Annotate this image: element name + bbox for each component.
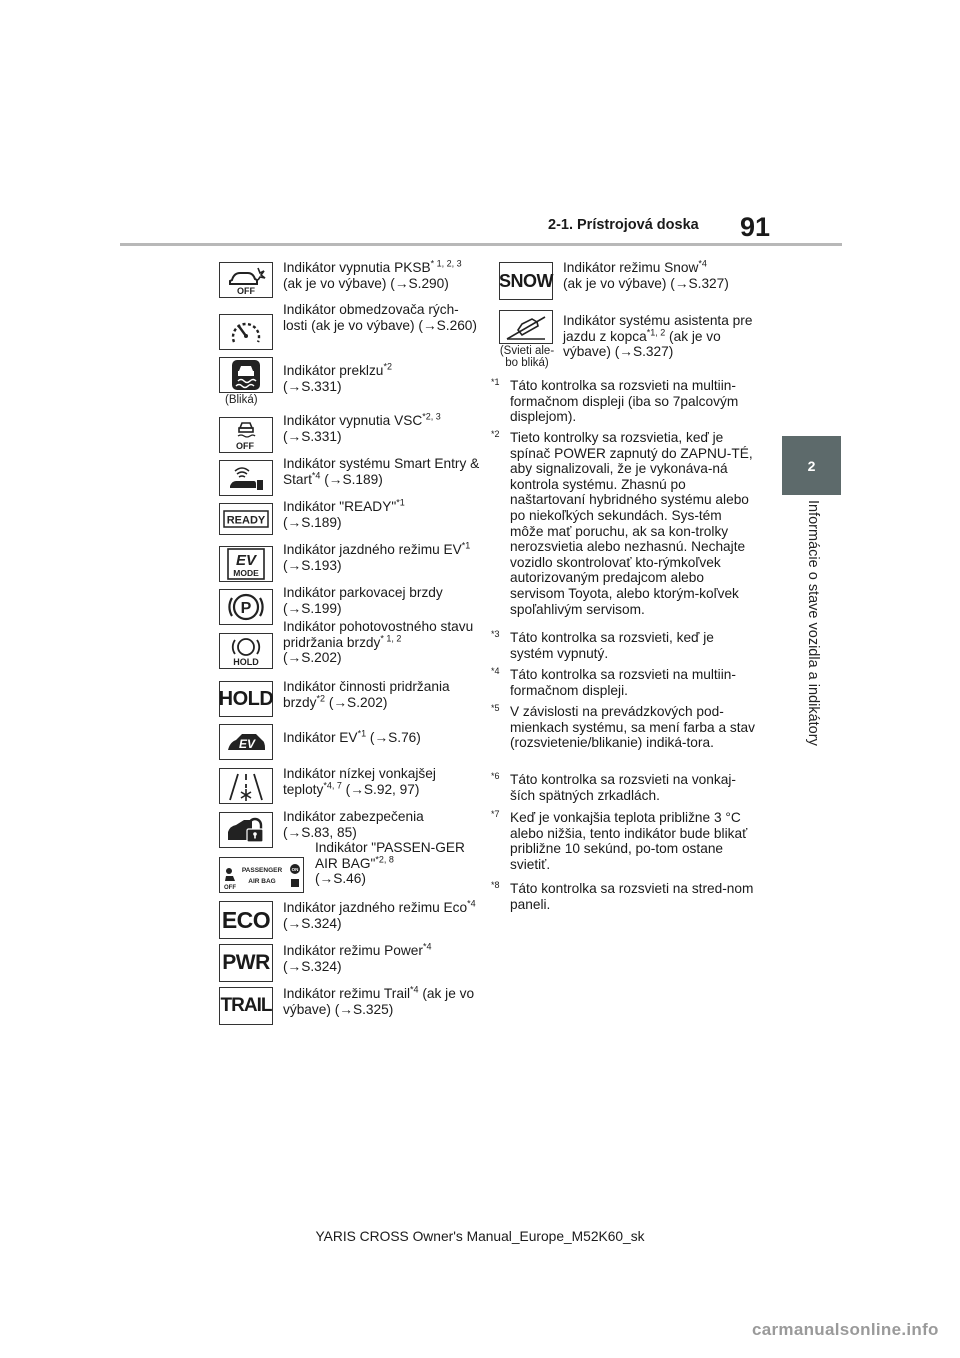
indicator-ref: (→S.331) bbox=[283, 428, 342, 444]
pksb-off-icon bbox=[219, 262, 273, 298]
indicator-ref: (→S.202) bbox=[283, 650, 342, 666]
indicator-desc: Indikátor "READY" bbox=[283, 499, 397, 514]
indicator-desc: Indikátor činnosti pridržania brzdy bbox=[283, 679, 450, 710]
vsc-off-icon bbox=[219, 417, 273, 453]
indicator-ref: (→S.202) bbox=[328, 694, 388, 710]
indicator-ref: (→S.193) bbox=[283, 557, 342, 573]
indicator-desc: Indikátor EV bbox=[283, 730, 358, 745]
icon-caption: (Bliká) bbox=[225, 394, 258, 406]
indicator-desc: Indikátor nízkej vonkajšej teploty bbox=[283, 766, 436, 797]
svg-text:OFF: OFF bbox=[236, 441, 254, 451]
indicator-desc: Indikátor zabezpečenia bbox=[283, 809, 424, 824]
footnote: *3 Táto kontrolka sa rozsvieti, keď je systém vypnutý. bbox=[491, 629, 714, 661]
footnote-ref: * 1, 2, 3 bbox=[430, 258, 462, 269]
ev-mode-icon bbox=[219, 546, 273, 582]
svg-text:PASSENGER: PASSENGER bbox=[241, 867, 282, 874]
footnote-ref: *4 bbox=[311, 470, 321, 481]
indicator-ref: (ak je vo výbave) (→S.327) bbox=[563, 275, 729, 291]
indicator-ref: (→S.189) bbox=[324, 471, 383, 487]
chapter-tab: 2 bbox=[782, 436, 841, 495]
indicator-ref: (ak je vo výbave) (→S.290) bbox=[283, 275, 449, 291]
indicator-desc: Indikátor režimu Snow bbox=[563, 260, 699, 275]
footnote-ref: *4, 7 bbox=[323, 780, 342, 791]
indicator-ref: (→S.331) bbox=[283, 378, 342, 394]
indicator-ref: (→S.92, 97) bbox=[345, 781, 420, 797]
footnote-ref: *2, 3 bbox=[422, 411, 441, 422]
footnote: *2 Tieto kontrolky sa rozsvietia, keď je spínač POWER zapnutý do ZAPNU-TÉ, aby signalizovali, že je vykonáva-ná kontrola systému. Zhasnú po naštartovaní hybridného systému alebo po niekoľkých sekundách. Sys-tém môže mať poruchu, ak sa kon-trolky nerozsvietia alebo nezhasnú. Nechajte vozidlo skontrolovať kto-rýmkoľvek autorizovaným predajcom alebo servisom Toyota, alebo ktorým-koľvek spoľahlivým servisom. bbox=[491, 429, 753, 617]
indicator-desc: Indikátor preklzu bbox=[283, 363, 384, 378]
footnote: *6 Táto kontrolka sa rozsvieti na vonkaj-ších spätných zrkadlách. bbox=[491, 771, 736, 803]
indicator-ref: (ak je vo výbave) (→S.327) bbox=[563, 328, 721, 360]
footnote-ref: *2 bbox=[316, 693, 325, 704]
svg-text:OFF: OFF bbox=[237, 286, 255, 296]
footnote: *8 Táto kontrolka sa rozsvieti na stred-nom paneli. bbox=[491, 880, 754, 912]
ev-icon bbox=[219, 724, 273, 760]
trail-mode-icon: TRAIL bbox=[219, 987, 273, 1025]
footnote-ref: *2 bbox=[383, 361, 392, 372]
footnote-ref: *1 bbox=[357, 728, 367, 739]
brake-hold-standby-icon bbox=[219, 633, 273, 669]
downhill-assist-icon bbox=[499, 310, 553, 344]
footnote: *4 Táto kontrolka sa rozsvieti na multiin-formačnom displeji. bbox=[491, 666, 736, 698]
indicator-ref: (→S.46) bbox=[315, 871, 366, 887]
indicator-ref: (→S.83, 85) bbox=[283, 824, 357, 840]
footnote-ref: *4 bbox=[467, 898, 476, 909]
footnote-ref: *2, 8 bbox=[375, 854, 394, 865]
indicator-ref: (→S.324) bbox=[283, 958, 342, 974]
snow-mode-icon: SNOW bbox=[499, 262, 553, 300]
indicator-desc: Indikátor jazdného režimu EV bbox=[283, 542, 462, 557]
indicator-ref: (ak je vo výbave) (→S.325) bbox=[283, 986, 475, 1017]
page-number: 91 bbox=[740, 212, 771, 242]
svg-text:HOLD: HOLD bbox=[233, 657, 259, 667]
slip-indicator-icon bbox=[219, 357, 273, 393]
watermark: carmanualsonline.info bbox=[752, 1320, 939, 1339]
indicator-desc: Indikátor vypnutia PKSB bbox=[283, 260, 431, 275]
section-title: 2-1. Prístrojová doska bbox=[548, 217, 699, 233]
indicator-ref: (→S.324) bbox=[283, 915, 342, 931]
indicator-desc: Indikátor parkovacej brzdy bbox=[283, 585, 443, 600]
ready-icon bbox=[219, 503, 273, 535]
footnote-ref: *4 bbox=[422, 941, 432, 952]
footnote-ref: *1 bbox=[396, 497, 405, 508]
indicator-desc: Indikátor režimu Power bbox=[283, 943, 423, 958]
header-rule bbox=[120, 243, 842, 246]
icon-caption: (Svieti ale-bo bliká) bbox=[499, 345, 555, 369]
indicator-desc: Indikátor systému Smart Entry & Start bbox=[283, 456, 480, 487]
speed-limiter-icon bbox=[219, 314, 273, 350]
svg-text:P: P bbox=[240, 600, 252, 617]
footnote-ref: *4 bbox=[410, 984, 419, 995]
svg-text:OFF: OFF bbox=[223, 885, 236, 891]
indicator-desc: Indikátor obmedzovača rých-losti (ak je vo výbave) (→S.260) bbox=[283, 302, 477, 333]
indicator-desc: Indikátor pohotovostného stavu pridržania brzdy bbox=[283, 619, 474, 650]
eco-mode-icon: ECO bbox=[219, 901, 273, 939]
footnote-ref: *1, 2 bbox=[646, 327, 666, 338]
svg-text:READY: READY bbox=[226, 514, 266, 527]
footnote: *7 Keď je vonkajšia teplota približne 3 °C alebo nižšia, tento indikátor bude blikať približne 10 sekúnd, po-tom ostane svietiť. bbox=[491, 809, 748, 872]
footnote-ref: *1 bbox=[461, 540, 471, 551]
svg-text:ON: ON bbox=[291, 867, 298, 872]
parking-brake-icon bbox=[219, 589, 273, 625]
footnote-ref: *4 bbox=[698, 258, 707, 269]
indicator-ref: (→S.76) bbox=[369, 730, 421, 745]
footer-text: YARIS CROSS Owner's Manual_Europe_M52K60_sk bbox=[315, 1229, 645, 1244]
indicator-desc: Indikátor režimu Trail bbox=[283, 986, 411, 1001]
chapter-title: Informácie o stave vozidla a indikátory bbox=[805, 500, 821, 746]
indicator-desc: Indikátor vypnutia VSC bbox=[283, 413, 423, 428]
power-mode-icon: PWR bbox=[219, 944, 273, 982]
footnote: *5 V závislosti na prevádzkových pod-mienkach systému, sa mení farba a stav (rozsvietenie/blikanie) indiká-tora. bbox=[491, 703, 755, 751]
indicator-ref: (→S.199) bbox=[283, 600, 342, 616]
brake-hold-active-icon: HOLD bbox=[219, 681, 273, 717]
security-icon bbox=[219, 812, 273, 848]
smart-entry-icon bbox=[219, 460, 273, 496]
passenger-airbag-icon bbox=[219, 857, 304, 893]
svg-text:AIR BAG: AIR BAG bbox=[247, 878, 276, 885]
indicator-desc: Indikátor systému asistenta pre jazdu z kopca bbox=[563, 313, 753, 344]
indicator-desc: Indikátor jazdného režimu Eco bbox=[283, 900, 468, 915]
footnote: *1 Táto kontrolka sa rozsvieti na multiin-formačnom displeji (iba so 7palcovým displejom). bbox=[491, 377, 739, 425]
svg-text:EV: EV bbox=[235, 552, 257, 569]
svg-text:MODE: MODE bbox=[233, 568, 259, 578]
low-temp-icon bbox=[219, 768, 273, 804]
indicator-desc: Indikátor "PASSEN-GER AIR BAG" bbox=[315, 840, 465, 871]
footnote-ref: * 1, 2 bbox=[380, 633, 402, 644]
svg-text:EV: EV bbox=[238, 737, 256, 751]
indicator-ref: (→S.189) bbox=[283, 514, 342, 530]
